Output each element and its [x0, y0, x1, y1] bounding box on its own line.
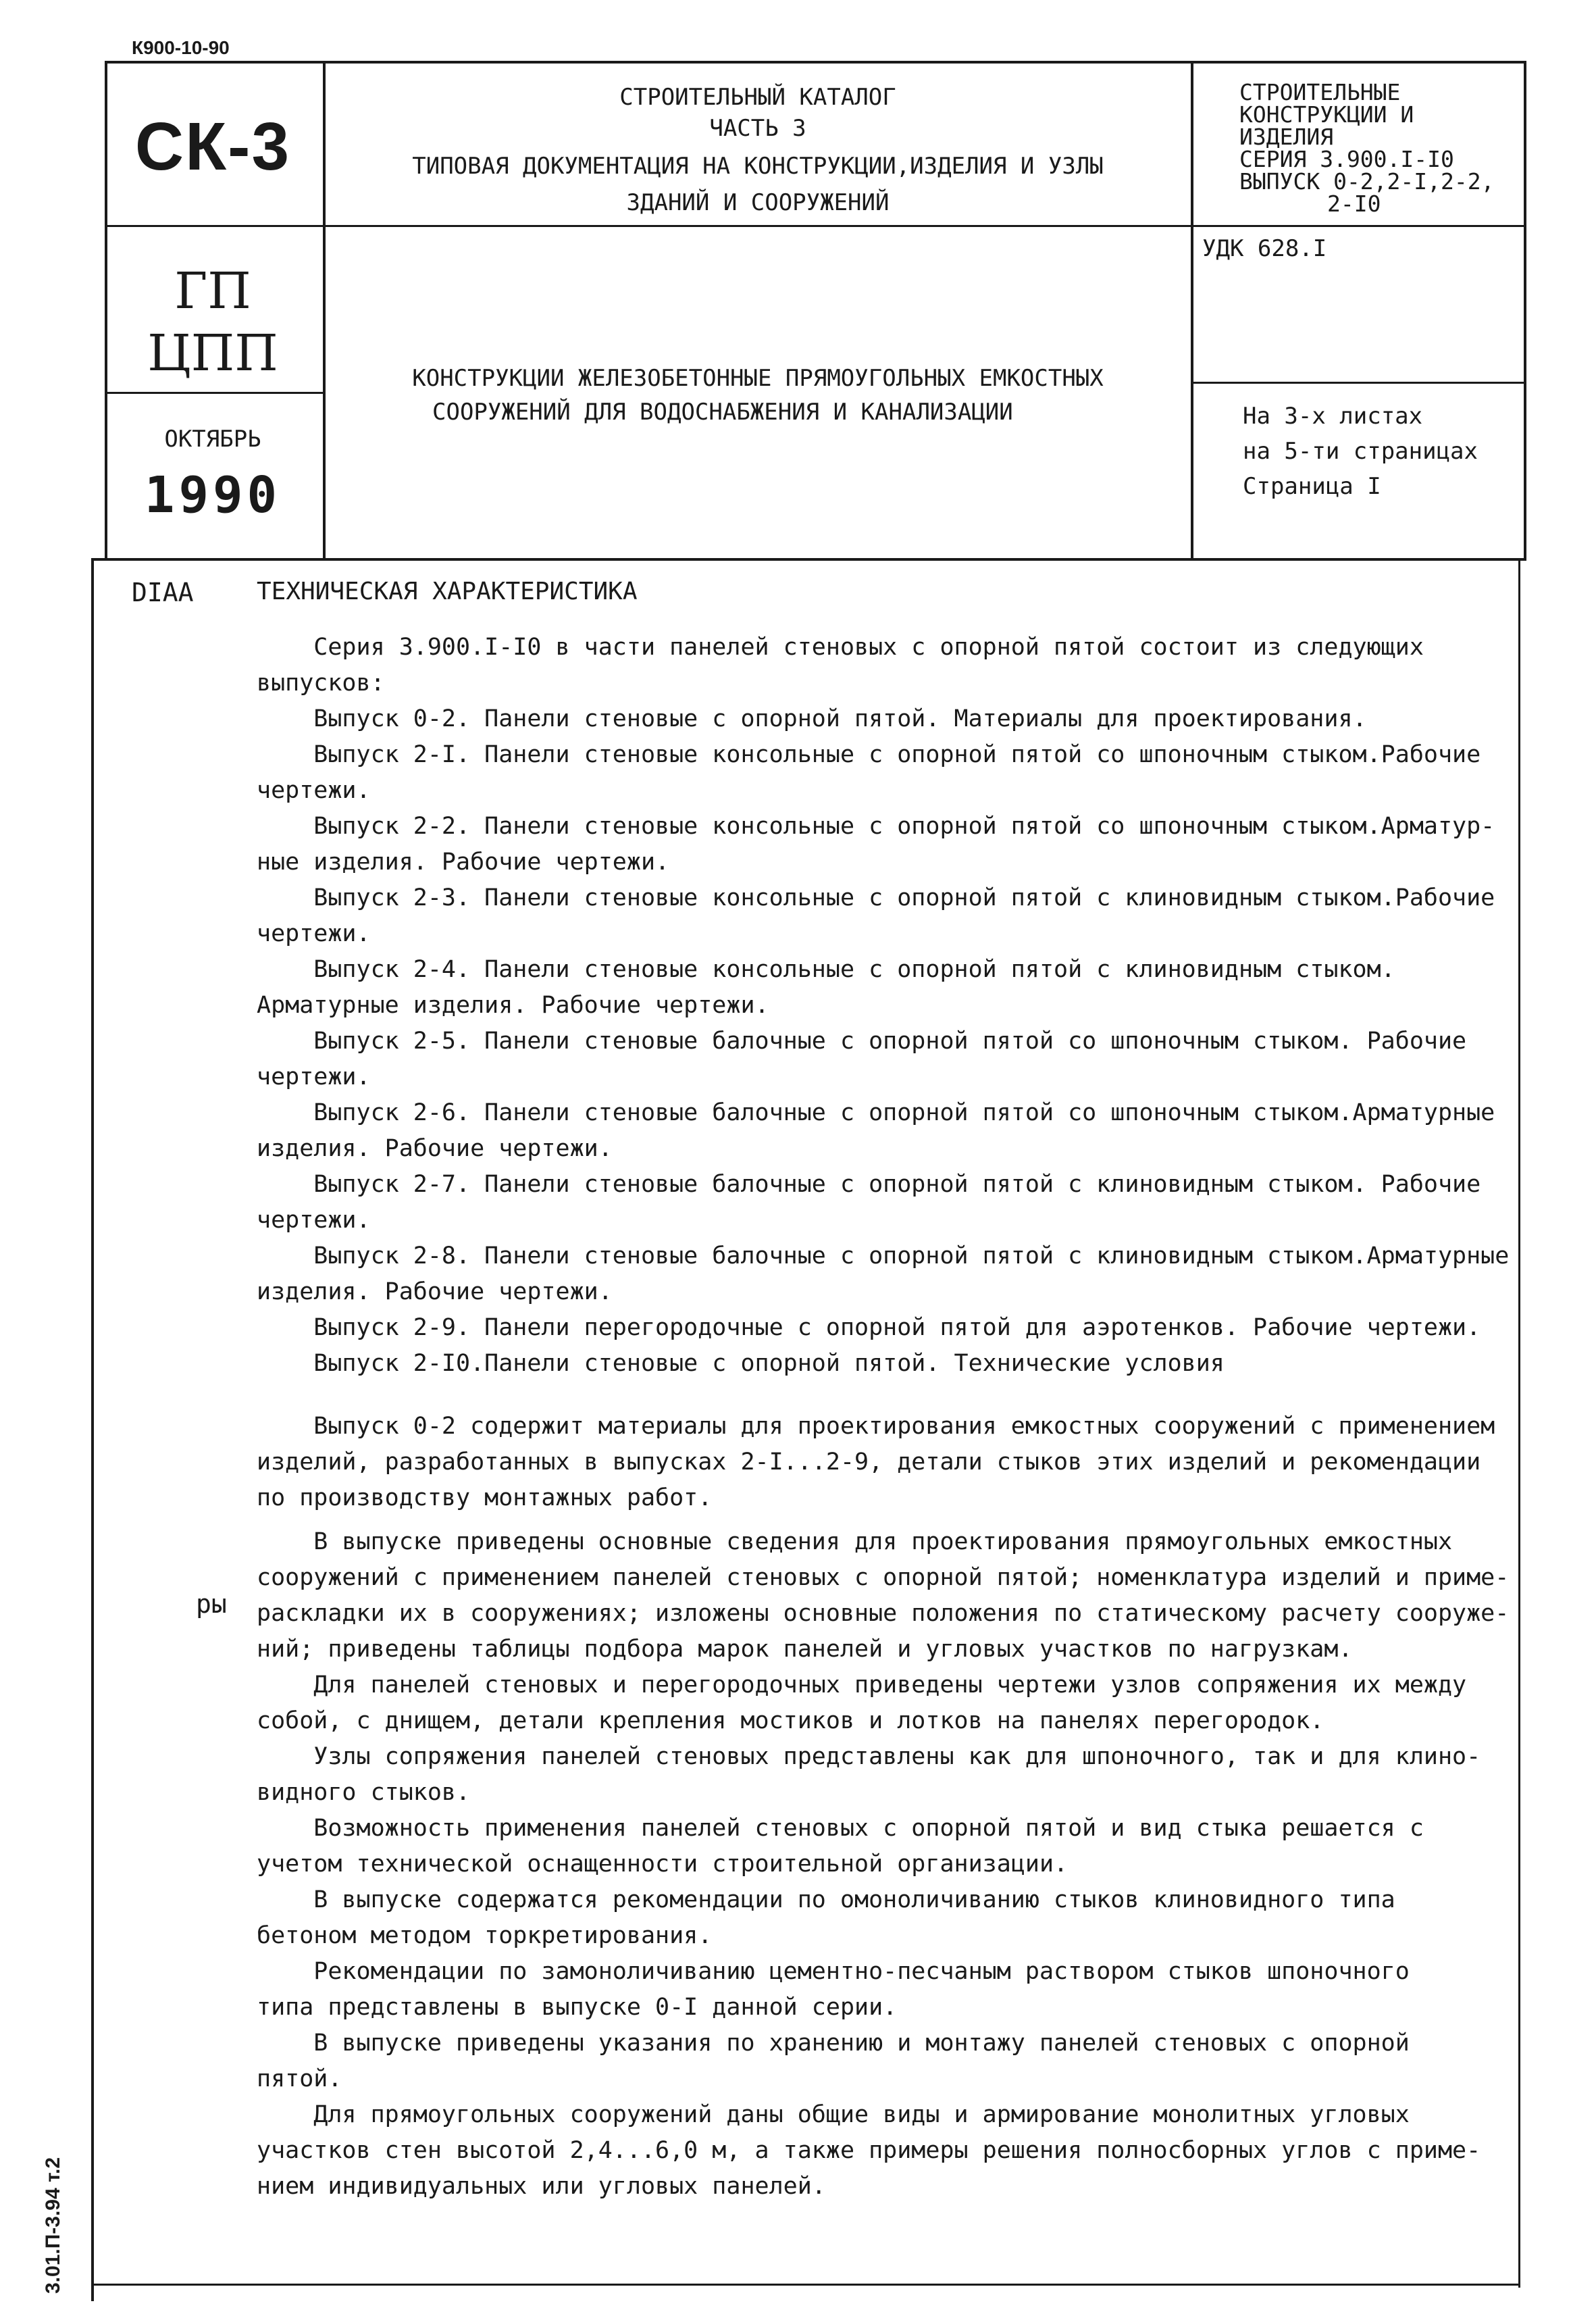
body-right-border — [1518, 558, 1520, 2288]
organization-label — [105, 260, 321, 384]
text-line: раскладки их в сооружениях; изложены основные положения по статическому расчету сооруже- — [257, 1600, 1510, 1627]
text-line: Серия 3.900.I-I0 в части панелей стеновых с опорной пятой состоит из следующих — [257, 634, 1424, 661]
text-line: видного стыков. — [257, 1779, 471, 1806]
row-divider-top — [105, 225, 1526, 227]
sheet-info — [1243, 399, 1478, 504]
text-line: Арматурные изделия. Рабочие чертежи. — [257, 992, 769, 1019]
text-line: нием индивидуальных или угловых панелей. — [257, 2173, 826, 2200]
text-line: Выпуск 2-6. Панели стеновые балочные с опорной пятой со шпоночным стыком.Арматурные — [257, 1099, 1495, 1126]
col-divider-2 — [1191, 61, 1193, 561]
frame-right — [1524, 61, 1526, 561]
row-divider-right — [1191, 382, 1526, 384]
frame-top — [105, 61, 1526, 64]
text-line: изделия. Рабочие чертежи. — [257, 1135, 613, 1162]
series-info-line: ИЗДЕЛИЯ — [1239, 124, 1334, 150]
series-info-line: КОНСТРУКЦИИ И — [1239, 101, 1414, 128]
month-label: ОКТЯБРЬ — [164, 426, 261, 453]
text-line: пятой. — [257, 2065, 342, 2092]
text-line: учетом технической оснащенности строительной организации. — [257, 1851, 1069, 1878]
text-line: бетоном методом торкретирования. — [257, 1922, 713, 1949]
text-line: Выпуск 2-2. Панели стеновые консольные с опорной пятой со шпоночным стыком.Арматур- — [257, 813, 1495, 840]
text-line: Выпуск 2-I. Панели стеновые консольные с опорной пятой со шпоночным стыком.Рабочие — [257, 741, 1481, 768]
text-line: Возможность применения панелей стеновых с опорной пятой и вид стыка решается с — [257, 1815, 1424, 1842]
series-info-line: ВЫПУСК 0-2,2-I,2-2, — [1239, 168, 1495, 195]
text-line: выпусков: — [257, 670, 385, 697]
text-line: участков стен высотой 2,4...6,0 м, а также примеры решения полносборных углов с приме- — [257, 2137, 1481, 2164]
text-line: Выпуск 2-4. Панели стеновые консольные с опорной пятой с клиновидным стыком. — [257, 956, 1395, 983]
text-line: Рекомендации по замоноличиванию цементно-песчаным раствором стыков шпоночного — [257, 1958, 1410, 1985]
series-info — [1239, 81, 1495, 215]
text-line: В выпуске приведены основные сведения для проектирования прямоугольных емкостных — [257, 1528, 1453, 1555]
catalog-line-2: ЧАСТЬ 3 — [709, 115, 806, 142]
doc-title-line-1: КОНСТРУКЦИИ ЖЕЛЕЗОБЕТОННЫЕ ПРЯМОУГОЛЬНЫХ ЕМКОСТНЫХ — [412, 365, 1104, 392]
section-title: ТЕХНИЧЕСКАЯ ХАРАКТЕРИСТИКА — [257, 578, 638, 605]
text-line: Выпуск 2-I0.Панели стеновые с опорной пятой. Технические условия — [257, 1350, 1225, 1377]
text-line: сооружений с применением панелей стеновых с опорной пятой; номенклатура изделий и приме- — [257, 1564, 1510, 1591]
text-line: по производству монтажных работ. — [257, 1484, 713, 1511]
text-line: ные изделия. Рабочие чертежи. — [257, 849, 670, 876]
series-info-line: СЕРИЯ 3.900.I-I0 — [1239, 146, 1454, 172]
sheet-count: На 3-х листах — [1243, 403, 1423, 430]
text-line: чертежи. — [257, 777, 371, 804]
text-line: ний; приведены таблицы подбора марок панелей и угловых участков по нагрузкам. — [257, 1636, 1353, 1663]
text-line: чертежи. — [257, 920, 371, 947]
page-count: на 5-ти страницах — [1243, 438, 1478, 465]
cpp-label: ЦПП — [147, 324, 278, 382]
sk3-label: СК-3 — [134, 109, 291, 184]
header-bottom — [91, 558, 1526, 561]
series-info-line: 2-I0 — [1327, 191, 1381, 217]
year-label: 1990 — [144, 466, 282, 524]
text-line: собой, с днищем, детали крепления мостиков и лотков на панелях перегородок. — [257, 1707, 1324, 1734]
udk-code: УДК 628.I — [1202, 235, 1327, 262]
text-line: типа представлены в выпуске 0-I данной серии. — [257, 1994, 898, 2021]
body-left-border — [91, 558, 94, 2301]
text-line: Для панелей стеновых и перегородочных приведены чертежи узлов сопряжения их между — [257, 1671, 1467, 1699]
text-line: чертежи. — [257, 1207, 371, 1234]
text-line: Для прямоугольных сооружений даны общие виды и армирование монолитных угловых — [257, 2101, 1410, 2128]
catalog-line-4: ЗДАНИЙ И СООРУЖЕНИЙ — [626, 189, 890, 216]
row-divider-left — [105, 392, 324, 394]
body-block-1 — [257, 630, 1509, 1382]
vertical-doc-label: 3.01.П-3.94 т.2 — [42, 2157, 64, 2294]
catalog-line-1: СТРОИТЕЛЬНЫЙ КАТАЛОГ — [619, 84, 896, 111]
series-info-line: СТРОИТЕЛЬНЫЕ — [1239, 79, 1401, 105]
gp-label: ГП — [174, 262, 251, 320]
text-line: Выпуск 2-9. Панели перегородочные с опорной пятой для аэротенков. Рабочие чертежи. — [257, 1314, 1481, 1341]
catalog-line-3: ТИПОВАЯ ДОКУМЕНТАЦИЯ НА КОНСТРУКЦИИ,ИЗДЕЛИЯ И УЗЛЫ — [412, 153, 1104, 180]
doc-title-line-2: СООРУЖЕНИЙ ДЛЯ ВОДОСНАБЖЕНИЯ И КАНАЛИЗАЦИИ — [432, 399, 1013, 426]
text-line: В выпуске содержатся рекомендации по омоноличиванию стыков клиновидного типа — [257, 1886, 1395, 1913]
text-line: Выпуск 2-3. Панели стеновые консольные с опорной пятой с клиновидным стыком.Рабочие — [257, 884, 1495, 911]
text-line: Выпуск 2-7. Панели стеновые балочные с опорной пятой с клиновидным стыком. Рабочие — [257, 1171, 1481, 1198]
document-code: К900-10-90 — [132, 37, 230, 58]
text-line: В выпуске приведены указания по хранению и монтажу панелей стеновых с опорной — [257, 2030, 1410, 2057]
margin-note: ры — [196, 1589, 227, 1619]
text-line: изделия. Рабочие чертежи. — [257, 1278, 613, 1305]
text-line: чертежи. — [257, 1063, 371, 1090]
section-code: DIAA — [132, 578, 194, 607]
body-bottom-border — [91, 2284, 1520, 2286]
text-line: Выпуск 2-8. Панели стеновые балочные с опорной пятой с клиновидным стыком.Арматурные — [257, 1242, 1510, 1269]
text-line: Выпуск 0-2 содержит материалы для проектирования емкостных сооружений с применением — [257, 1413, 1495, 1440]
body-block-2 — [257, 1409, 1509, 2205]
text-line: изделий, разработанных в выпусках 2-I...2-9, детали стыков этих изделий и рекомендации — [257, 1449, 1481, 1476]
text-line: Выпуск 0-2. Панели стеновые с опорной пятой. Материалы для проектирования. — [257, 705, 1367, 732]
text-line: Узлы сопряжения панелей стеновых представлены как для шпоночного, так и для клино- — [257, 1743, 1481, 1770]
text-line: Выпуск 2-5. Панели стеновые балочные с опорной пятой со шпоночным стыком. Рабочие — [257, 1028, 1467, 1055]
page-number: Страница I — [1243, 473, 1381, 500]
